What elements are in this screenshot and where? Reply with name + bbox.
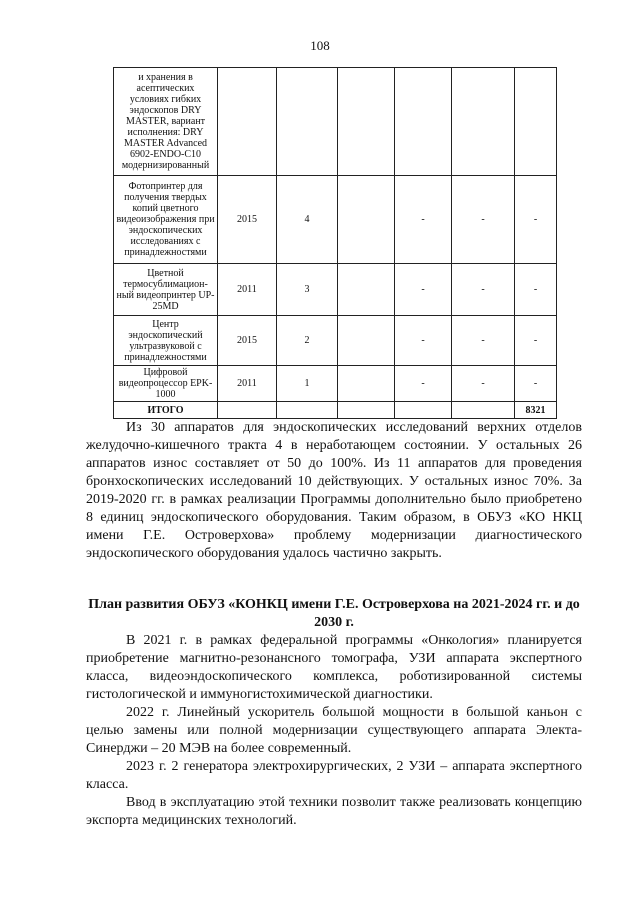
table-cell: - [515, 264, 557, 316]
table-cell: - [515, 366, 557, 402]
table-cell [338, 68, 395, 176]
total-row [114, 402, 557, 419]
table-cell [338, 316, 395, 366]
table-cell: - [515, 176, 557, 264]
equipment-table [113, 67, 557, 419]
plan-paragraph-2022: 2022 г. Линейный ускоритель большой мощности в большой каньон с целью замены или полной модернизации существующего аппарата Электа-Синерджи – 20 МЭВ на более современный. [86, 705, 582, 756]
year-cell: 2011 [218, 366, 277, 402]
table-cell [338, 402, 395, 419]
table-cell [338, 264, 395, 316]
table-cell: - [395, 176, 452, 264]
table-cell: - [395, 316, 452, 366]
year-cell: 2015 [218, 316, 277, 366]
quantity-cell: 1 [277, 366, 338, 402]
total-value: 8321 [515, 402, 557, 419]
table-cell: - [452, 176, 515, 264]
table-cell [277, 402, 338, 419]
table-cell [218, 402, 277, 419]
table-row [114, 68, 557, 176]
equipment-name: и хранения в асептических условиях гибких эндоскопов DRY MASTER, вариант исполнения: DRY MASTER Advanced 6902-ENDO-C10 модернизированный [114, 68, 218, 176]
quantity-cell: 3 [277, 264, 338, 316]
summary-paragraph: Из 30 аппаратов для эндоскопических исследований верхних отделов желудочно-кишечного тракта 4 в неработающем состоянии. У остальных 26 аппаратов износ составляет от 50 до 100%. Из 11 аппаратов для проведения бронхоскопических исследований 10 действующих. У остальных износ 70%. За 2019-2020 гг. в рамках реализации Программы дополнительно было приобретено 8 единиц эндоскопического оборудования. Таким образом, в ОБУЗ «КО НКЦ имени Г.Е. Островерхова» проблему модернизации диагностического эндоскопического оборудования удалось частично закрыть. [86, 420, 582, 561]
table-cell: - [452, 316, 515, 366]
table-cell [395, 402, 452, 419]
plan-heading: План развития ОБУЗ «КОНКЦ имени Г.Е. Островерхова на 2021-2024 гг. и до 2030 г. [88, 597, 580, 630]
table-cell [395, 68, 452, 176]
table-cell: - [395, 264, 452, 316]
table-cell [338, 176, 395, 264]
table-cell [452, 402, 515, 419]
total-label: ИТОГО [114, 402, 218, 419]
equipment-name: Цифровой видеопроцессор EPK-1000 [114, 366, 218, 402]
table-cell [338, 366, 395, 402]
plan-paragraph-2023: 2023 г. 2 генератора электрохирургических, 2 УЗИ – аппарата экспертного класса. [86, 759, 582, 792]
table-cell: - [395, 366, 452, 402]
table-cell: - [515, 316, 557, 366]
table-cell: - [452, 264, 515, 316]
table-row [114, 366, 557, 402]
table-cell [515, 68, 557, 176]
plan-paragraph-conclusion: Ввод в эксплуатацию этой техники позволит также реализовать концепцию экспорта медицинских технологий. [86, 795, 582, 828]
table-row [114, 264, 557, 316]
table-cell: - [452, 366, 515, 402]
quantity-cell [277, 68, 338, 176]
equipment-summary [86, 419, 582, 563]
table-cell [452, 68, 515, 176]
year-cell: 2011 [218, 264, 277, 316]
development-plan [86, 596, 582, 830]
year-cell [218, 68, 277, 176]
equipment-name: Фотопринтер для получения твердых копий цветного видеоизображения при эндоскопических исследованиях с принадлежностями [114, 176, 218, 264]
year-cell: 2015 [218, 176, 277, 264]
equipment-name: Цветной термосублимацион-ный видеопринтер UP-25MD [114, 264, 218, 316]
page-number: 108 [310, 38, 330, 53]
table-row [114, 176, 557, 264]
quantity-cell: 2 [277, 316, 338, 366]
equipment-name: Центр эндоскопический ультразвуковой с принадлежностями [114, 316, 218, 366]
table-row [114, 316, 557, 366]
quantity-cell: 4 [277, 176, 338, 264]
plan-paragraph-2021: В 2021 г. в рамках федеральной программы «Онкология» планируется приобретение магнитно-резонансного томографа, УЗИ аппарата экспертного класса, видеоэндоскопического комплекса, роботизированной системы гистологической и иммуногистохимической диагностики. [86, 633, 582, 702]
